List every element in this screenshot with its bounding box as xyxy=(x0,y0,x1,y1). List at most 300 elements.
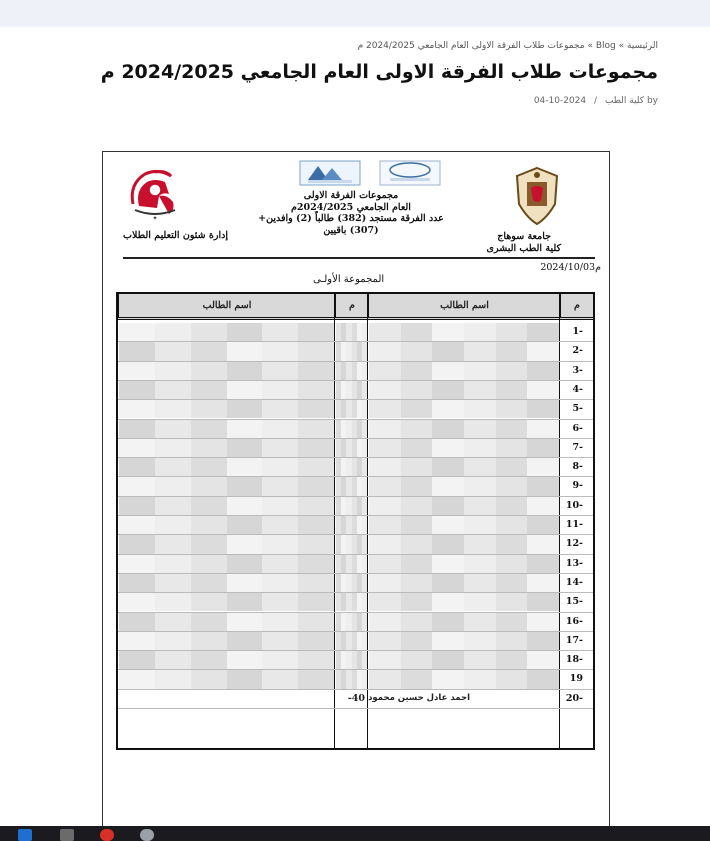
redacted-cell xyxy=(400,632,432,650)
redacted-cell xyxy=(369,535,401,553)
browser-top-bar xyxy=(0,0,710,27)
redacted-cell xyxy=(432,323,464,341)
redacted-cell xyxy=(351,632,357,650)
redacted-cell xyxy=(351,381,357,399)
faculty-medicine-logo-icon xyxy=(513,166,561,226)
redacted-cell xyxy=(361,651,367,669)
redacted-cell xyxy=(190,477,226,495)
redacted-cell xyxy=(464,516,496,534)
redacted-cell xyxy=(527,651,559,669)
redacted-cell xyxy=(527,497,559,515)
redacted-cell xyxy=(262,613,298,631)
redacted-cell xyxy=(495,613,527,631)
redacted-cell xyxy=(262,323,298,341)
redacted-cell xyxy=(336,670,342,688)
redacted-cell xyxy=(341,613,347,631)
redacted-cell xyxy=(341,516,347,534)
redacted-cell xyxy=(464,477,496,495)
redacted-cell xyxy=(346,670,352,688)
redacted-cell xyxy=(400,651,432,669)
redacted-cell xyxy=(226,670,262,688)
redacted-cell xyxy=(119,439,155,457)
redacted-cell xyxy=(369,670,401,688)
redacted-cell xyxy=(190,632,226,650)
redacted-cell xyxy=(351,477,357,495)
redacted-cell xyxy=(464,670,496,688)
redacted-cell xyxy=(262,651,298,669)
redacted-cell xyxy=(400,323,432,341)
table-row-number: 6- xyxy=(572,422,583,434)
redacted-cell xyxy=(336,593,342,611)
redacted-cell xyxy=(464,555,496,573)
redacted-cell xyxy=(361,458,367,476)
redacted-cell xyxy=(346,497,352,515)
redacted-cell xyxy=(119,381,155,399)
redacted-cell xyxy=(341,670,347,688)
redacted-cell xyxy=(262,477,298,495)
redacted-cell xyxy=(190,651,226,669)
redacted-cell xyxy=(527,323,559,341)
redacted-cell xyxy=(351,593,357,611)
redacted-cell xyxy=(336,555,342,573)
redacted-cell xyxy=(226,497,262,515)
redacted-cell xyxy=(226,477,262,495)
redacted-cell xyxy=(527,632,559,650)
redacted-cell xyxy=(527,670,559,688)
redacted-cell xyxy=(341,574,347,592)
redacted-cell xyxy=(298,574,334,592)
redacted-cell xyxy=(527,381,559,399)
redacted-cell xyxy=(351,420,357,438)
redacted-cell xyxy=(356,439,362,457)
post-by: by xyxy=(646,96,658,106)
accreditation-logos-icon xyxy=(298,160,443,186)
redacted-cell xyxy=(351,458,357,476)
redacted-cell xyxy=(464,381,496,399)
redacted-cell xyxy=(262,632,298,650)
redacted-cell xyxy=(190,381,226,399)
redacted-cell xyxy=(432,593,464,611)
redacted-cell xyxy=(351,555,357,573)
redacted-cell xyxy=(190,574,226,592)
redacted-cell xyxy=(495,323,527,341)
redacted-cell xyxy=(336,516,342,534)
redacted-cell xyxy=(262,362,298,380)
redacted-cell xyxy=(226,555,262,573)
table-row-number: 19 xyxy=(569,673,583,685)
sohag-university-logo-icon xyxy=(125,164,185,222)
redacted-cell xyxy=(432,458,464,476)
redacted-cell xyxy=(298,516,334,534)
university-name: جامعة سوهاج xyxy=(497,231,551,242)
redacted-cell xyxy=(298,535,334,553)
redacted-cell xyxy=(369,458,401,476)
redacted-cell xyxy=(190,342,226,360)
redacted-cell xyxy=(226,593,262,611)
breadcrumb-blog[interactable]: Blog xyxy=(595,41,616,51)
redacted-cell xyxy=(495,632,527,650)
redacted-cell xyxy=(361,362,367,380)
redacted-cell xyxy=(356,670,362,688)
redacted-cell xyxy=(369,420,401,438)
redacted-cell xyxy=(361,420,367,438)
redacted-cell xyxy=(346,477,352,495)
redacted-cell xyxy=(154,632,190,650)
redacted-cell xyxy=(356,516,362,534)
redacted-cell xyxy=(346,400,352,418)
svg-text:✦: ✦ xyxy=(152,215,158,222)
redacted-cell xyxy=(495,477,527,495)
redacted-cell xyxy=(369,593,401,611)
redacted-cell xyxy=(226,439,262,457)
redacted-cell xyxy=(154,574,190,592)
redacted-cell xyxy=(400,400,432,418)
redacted-cell xyxy=(336,420,342,438)
redacted-cell xyxy=(346,632,352,650)
redacted-cell xyxy=(356,651,362,669)
redacted-cell xyxy=(154,670,190,688)
redacted-cell xyxy=(262,535,298,553)
redacted-cell xyxy=(361,555,367,573)
redacted-cell xyxy=(527,342,559,360)
redacted-cell xyxy=(495,362,527,380)
redacted-cell xyxy=(400,670,432,688)
redacted-cell xyxy=(527,458,559,476)
redacted-cell xyxy=(154,535,190,553)
redacted-cell xyxy=(351,342,357,360)
redacted-cell xyxy=(346,323,352,341)
redacted-cell xyxy=(356,535,362,553)
redacted-cell xyxy=(495,516,527,534)
redacted-cell xyxy=(432,632,464,650)
redacted-cell xyxy=(336,574,342,592)
redacted-cell xyxy=(346,439,352,457)
redacted-cell xyxy=(361,400,367,418)
redacted-cell xyxy=(361,381,367,399)
redacted-cell xyxy=(351,651,357,669)
table-row-number: 2- xyxy=(572,345,583,357)
redacted-cell xyxy=(154,400,190,418)
breadcrumb-home[interactable]: الرئيسية xyxy=(627,41,658,51)
redacted-cell xyxy=(154,497,190,515)
redacted-cell xyxy=(346,535,352,553)
col-num-left: م xyxy=(335,294,368,317)
redacted-cell xyxy=(341,555,347,573)
redacted-cell xyxy=(351,670,357,688)
redacted-cell xyxy=(346,381,352,399)
redacted-cell xyxy=(341,420,347,438)
redacted-cell xyxy=(369,342,401,360)
redacted-cell xyxy=(369,574,401,592)
redacted-cell xyxy=(336,497,342,515)
redacted-cell xyxy=(119,477,155,495)
redacted-cell xyxy=(356,574,362,592)
redacted-cell xyxy=(356,477,362,495)
table-row-number: 13- xyxy=(565,557,583,569)
redacted-cell xyxy=(369,323,401,341)
redacted-cell xyxy=(298,381,334,399)
redacted-cell xyxy=(341,477,347,495)
redacted-cell xyxy=(298,497,334,515)
redacted-cell xyxy=(400,613,432,631)
table-row-number: 4- xyxy=(572,383,583,395)
faculty-name: كلية الطب البشرى xyxy=(486,243,561,254)
redacted-cell xyxy=(154,420,190,438)
redacted-cell xyxy=(119,516,155,534)
redacted-cell xyxy=(262,555,298,573)
post-date: 2024-10-04 xyxy=(533,96,587,106)
redacted-cell xyxy=(341,593,347,611)
redacted-cell xyxy=(336,632,342,650)
redacted-cell xyxy=(341,323,347,341)
redacted-cell xyxy=(298,362,334,380)
redacted-cell xyxy=(298,458,334,476)
redacted-cell xyxy=(464,420,496,438)
redacted-cell xyxy=(226,323,262,341)
redacted-cell xyxy=(154,381,190,399)
redacted-cell xyxy=(351,323,357,341)
redacted-cell xyxy=(527,439,559,457)
redacted-cell xyxy=(369,651,401,669)
redacted-cell xyxy=(226,342,262,360)
redacted-cell xyxy=(119,593,155,611)
redacted-cell xyxy=(464,497,496,515)
redacted-cell xyxy=(369,439,401,457)
redacted-cell xyxy=(298,323,334,341)
breadcrumb-sep-2: » xyxy=(587,41,593,51)
breadcrumb xyxy=(358,41,658,51)
redacted-cell xyxy=(400,477,432,495)
redacted-cell xyxy=(400,342,432,360)
redacted-cell xyxy=(356,420,362,438)
redacted-cell xyxy=(190,439,226,457)
redacted-cell xyxy=(298,400,334,418)
redacted-cell xyxy=(432,400,464,418)
redacted-cell xyxy=(190,362,226,380)
redacted-cell xyxy=(361,670,367,688)
redacted-cell xyxy=(361,497,367,515)
redacted-cell xyxy=(190,458,226,476)
students-table xyxy=(116,292,595,750)
redacted-cell xyxy=(527,420,559,438)
redacted-cell xyxy=(119,458,155,476)
table-row-number: 1- xyxy=(572,326,583,337)
breadcrumb-sep: » xyxy=(618,41,625,51)
document-header xyxy=(103,152,609,262)
redacted-cell xyxy=(226,651,262,669)
redacted-cell xyxy=(154,342,190,360)
redacted-cell xyxy=(527,477,559,495)
redacted-cell xyxy=(119,497,155,515)
redacted-cell xyxy=(432,670,464,688)
redacted-cell xyxy=(346,516,352,534)
office-name: إدارة شئون التعليم الطلاب xyxy=(123,230,228,241)
redacted-cell xyxy=(341,535,347,553)
redacted-cell xyxy=(351,535,357,553)
redacted-cell xyxy=(495,458,527,476)
redacted-cell xyxy=(356,323,362,341)
redacted-cell xyxy=(154,555,190,573)
redacted-cell xyxy=(262,458,298,476)
redacted-cell xyxy=(400,535,432,553)
redacted-cell xyxy=(190,535,226,553)
table-row-number: 15- xyxy=(565,596,583,608)
redacted-cell xyxy=(361,342,367,360)
redacted-cell xyxy=(298,632,334,650)
redacted-cell xyxy=(119,574,155,592)
redacted-cell xyxy=(351,439,357,457)
redacted-cell xyxy=(369,497,401,515)
redacted-cell xyxy=(154,362,190,380)
redacted-cell xyxy=(346,342,352,360)
redacted-cell xyxy=(432,555,464,573)
redacted-cell xyxy=(495,420,527,438)
redacted-cell xyxy=(369,632,401,650)
redacted-cell xyxy=(361,535,367,553)
redacted-cell xyxy=(298,420,334,438)
redacted-cell xyxy=(527,593,559,611)
redacted-cell xyxy=(226,613,262,631)
redacted-cell xyxy=(464,574,496,592)
redacted-cell xyxy=(400,420,432,438)
redacted-cell xyxy=(154,593,190,611)
redacted-cell xyxy=(464,458,496,476)
windows-start-icon[interactable] xyxy=(18,829,32,841)
redacted-cell xyxy=(464,323,496,341)
redacted-cell xyxy=(262,342,298,360)
redacted-cell xyxy=(356,555,362,573)
redacted-cell xyxy=(400,516,432,534)
redacted-cell xyxy=(119,651,155,669)
redacted-cell xyxy=(464,400,496,418)
redacted-cell xyxy=(154,651,190,669)
redacted-cell xyxy=(190,497,226,515)
redacted-cell xyxy=(351,362,357,380)
redacted-cell xyxy=(336,342,342,360)
redacted-cell xyxy=(356,632,362,650)
breadcrumb-current: مجموعات طلاب الفرقة الاولى العام الجامعي 2024/2025 م xyxy=(357,41,585,51)
redacted-cell xyxy=(432,439,464,457)
redacted-cell xyxy=(346,651,352,669)
redacted-cell xyxy=(432,535,464,553)
redacted-cell xyxy=(119,555,155,573)
table-row-number: 17- xyxy=(565,634,583,646)
table-row-number: 10- xyxy=(565,499,583,511)
redacted-cell xyxy=(341,632,347,650)
redacted-cell xyxy=(190,420,226,438)
redacted-cell xyxy=(432,477,464,495)
redacted-cell xyxy=(527,400,559,418)
redacted-cell xyxy=(262,670,298,688)
table-row-number: 16- xyxy=(565,615,583,627)
redacted-cell xyxy=(154,613,190,631)
redacted-cell xyxy=(527,555,559,573)
redacted-cell xyxy=(154,516,190,534)
redacted-cell xyxy=(226,632,262,650)
redacted-cell xyxy=(341,400,347,418)
redacted-cell xyxy=(346,458,352,476)
redacted-cell xyxy=(262,420,298,438)
redacted-cell xyxy=(464,535,496,553)
redacted-cell xyxy=(341,362,347,380)
table-row-number: 14- xyxy=(565,576,583,588)
redacted-cell xyxy=(464,651,496,669)
chrome-icon[interactable] xyxy=(100,829,114,841)
table-row-number: 8- xyxy=(572,461,583,473)
redacted-cell xyxy=(495,497,527,515)
redacted-cell xyxy=(119,613,155,631)
redacted-cell xyxy=(226,400,262,418)
redacted-cell xyxy=(400,593,432,611)
redacted-cell xyxy=(262,516,298,534)
last-student-name: احمد عادل حسين محمود xyxy=(368,692,470,703)
col-num-right: م xyxy=(560,294,593,317)
redacted-cell xyxy=(346,420,352,438)
task-view-icon[interactable] xyxy=(60,829,74,841)
redacted-cell xyxy=(336,651,342,669)
redacted-cell xyxy=(341,458,347,476)
page-content xyxy=(0,27,710,826)
redacted-cell xyxy=(341,439,347,457)
redacted-cell xyxy=(262,593,298,611)
redacted-cell xyxy=(190,323,226,341)
redacted-cell xyxy=(119,400,155,418)
redacted-cell xyxy=(369,400,401,418)
redacted-cell xyxy=(361,439,367,457)
redacted-cell xyxy=(495,400,527,418)
redacted-cell xyxy=(190,593,226,611)
table-header xyxy=(118,294,593,320)
redacted-cell xyxy=(432,574,464,592)
redacted-cell xyxy=(336,381,342,399)
redacted-cell xyxy=(361,613,367,631)
redacted-cell xyxy=(361,477,367,495)
redacted-cell xyxy=(351,497,357,515)
redacted-cell xyxy=(356,613,362,631)
redacted-cell xyxy=(495,439,527,457)
redacted-cell xyxy=(351,613,357,631)
redacted-cell xyxy=(190,670,226,688)
redacted-cell xyxy=(298,670,334,688)
table-row-number: 12- xyxy=(565,538,583,550)
post-author-link[interactable]: كلية الطب xyxy=(604,96,645,106)
redacted-cell xyxy=(495,535,527,553)
redacted-cell xyxy=(262,497,298,515)
redacted-cell xyxy=(495,593,527,611)
redacted-cell xyxy=(356,458,362,476)
redacted-cell xyxy=(432,516,464,534)
redacted-cell xyxy=(400,381,432,399)
redacted-cell xyxy=(190,555,226,573)
redacted-cell xyxy=(298,439,334,457)
redacted-cell xyxy=(119,420,155,438)
redacted-cell xyxy=(119,535,155,553)
table-row-number: 11- xyxy=(565,519,583,530)
table-row-number: 7- xyxy=(572,441,583,453)
redacted-cell xyxy=(336,362,342,380)
redacted-cell xyxy=(356,342,362,360)
row-divider xyxy=(118,708,593,709)
redacted-cell xyxy=(361,593,367,611)
redacted-cell xyxy=(298,651,334,669)
redacted-cell xyxy=(226,516,262,534)
redacted-cell xyxy=(356,400,362,418)
redacted-cell xyxy=(336,477,342,495)
redacted-cell xyxy=(119,632,155,650)
redacted-cell xyxy=(432,420,464,438)
redacted-cell xyxy=(361,632,367,650)
app-icon[interactable] xyxy=(140,829,154,841)
